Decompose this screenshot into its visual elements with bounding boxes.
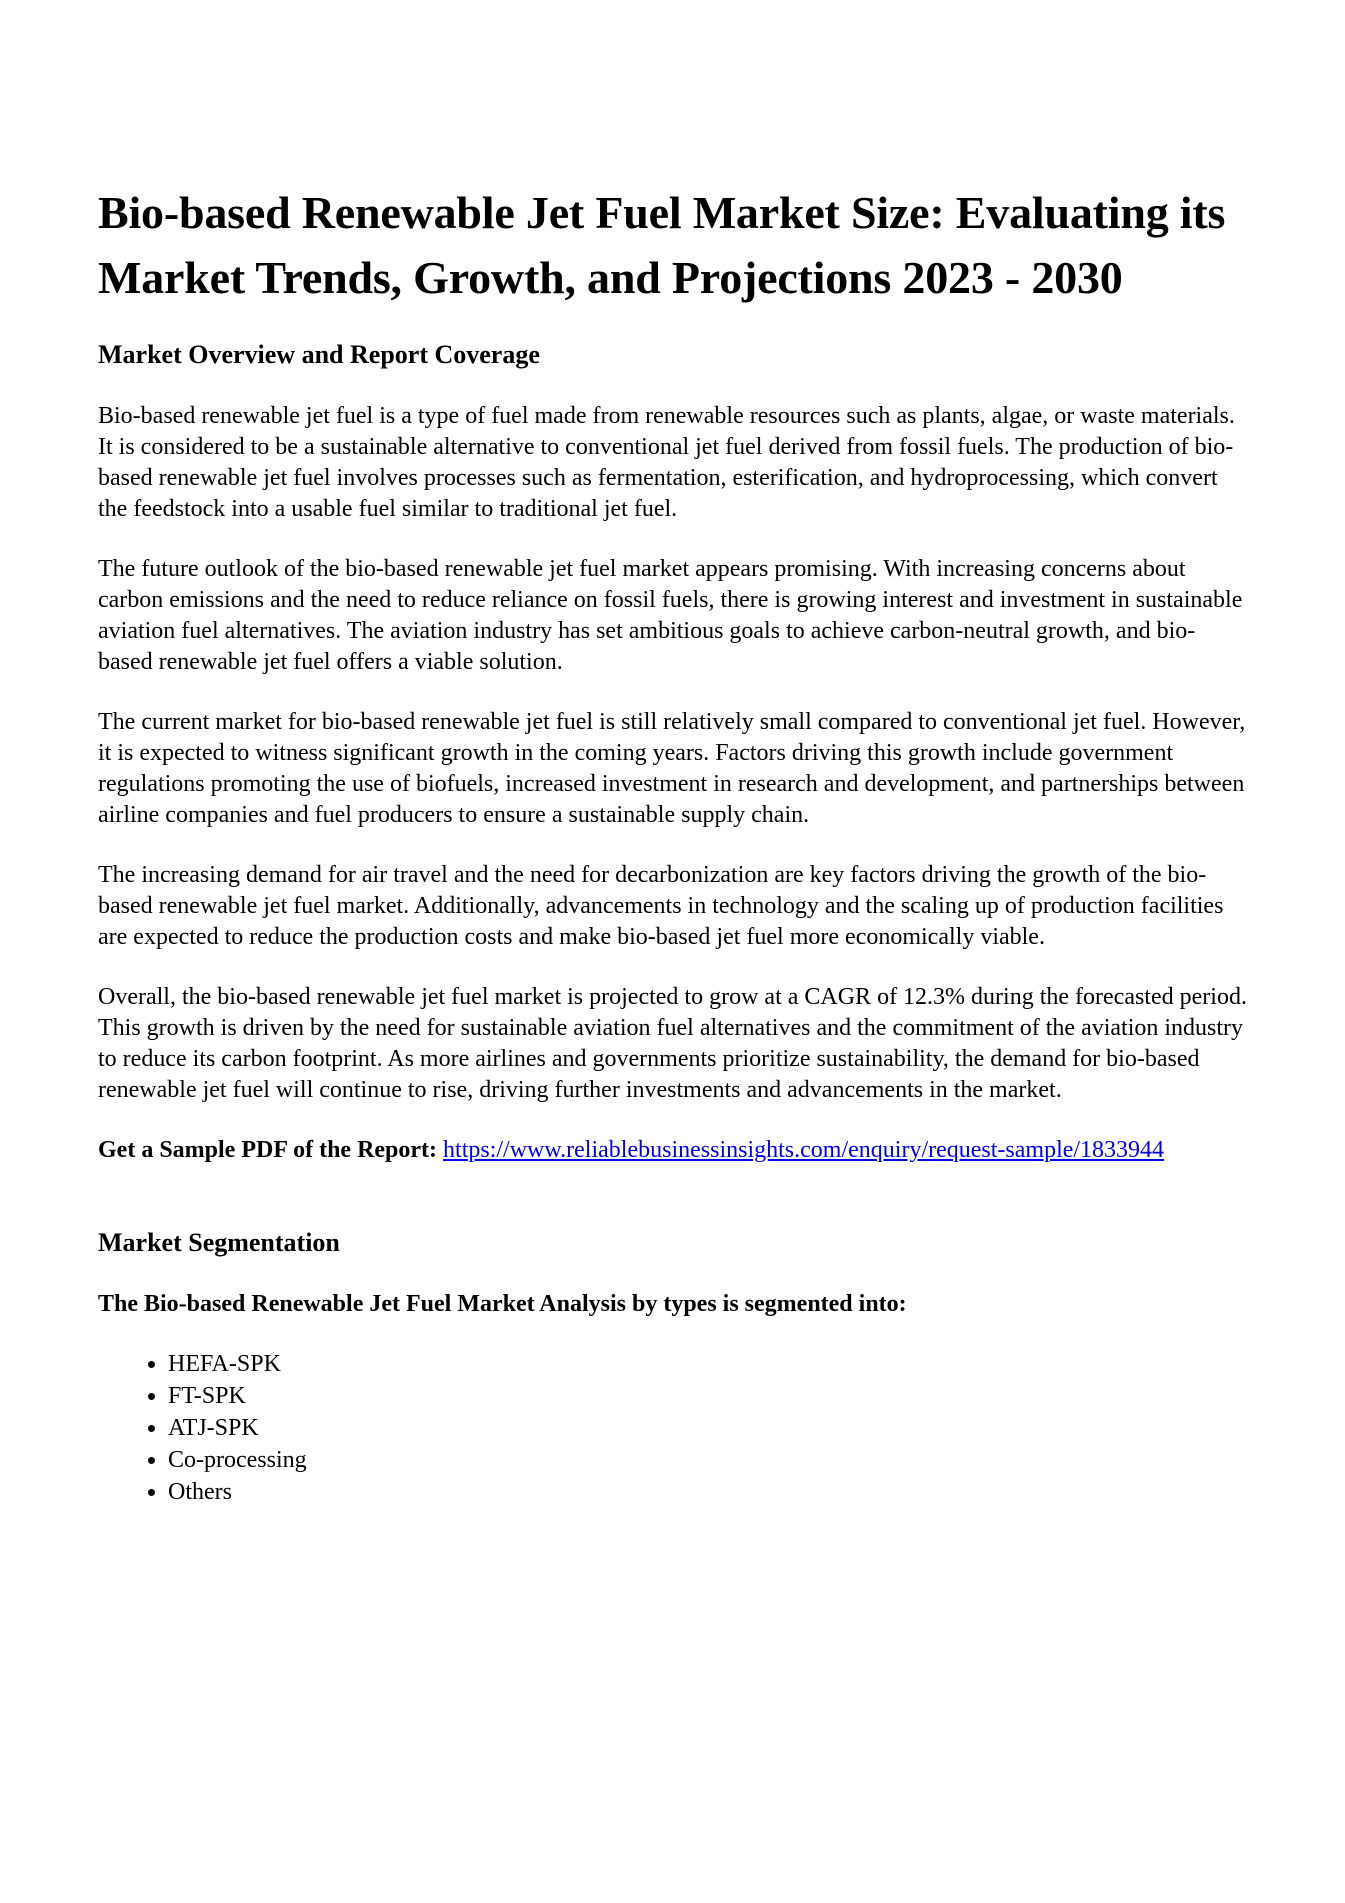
types-list	[98, 1348, 1248, 1508]
report-title: Bio-based Renewable Jet Fuel Market Size: Evaluating its Market Trends, Growth, and Projections 2023 - 2030	[98, 187, 1226, 303]
overview-paragraph-4: The increasing demand for air travel and the need for decarbonization are key factors driving the growth of the bio-based renewable jet fuel market. Additionally, advancements in technology and the scaling up of production facilities are expected to reduce the production costs and make bio-based jet fuel more economically viable.	[98, 862, 1224, 950]
type-list-item-others: • Others	[168, 1476, 1248, 1508]
type-list-item-co-processing: • Co-processing	[168, 1444, 1248, 1476]
sample-pdf-link[interactable]: https://www.reliablebusinessinsights.com/enquiry/request-sample/1833944	[443, 1137, 1165, 1163]
type-list-item-hefa-spk: • HEFA-SPK	[168, 1348, 1248, 1380]
article-content	[98, 180, 1248, 1508]
section-heading-segmentation: Market Segmentation	[98, 1228, 340, 1257]
segmentation-types-intro: The Bio-based Renewable Jet Fuel Market Analysis by types is segmented into:	[98, 1291, 907, 1317]
type-list-item-ft-spk: • FT-SPK	[168, 1380, 1248, 1412]
overview-paragraph-1: Bio-based renewable jet fuel is a type of fuel made from renewable resources such as plants, algae, or waste materials. It is considered to be a sustainable alternative to conventional jet fuel derived from fossil fuels. The production of bio-based renewable jet fuel involves processes such as fermentation, esterification, and hydroprocessing, which convert the feedstock into a usable fuel similar to traditional jet fuel.	[98, 403, 1235, 522]
sample-cta	[98, 1135, 1248, 1166]
section-heading-overview: Market Overview and Report Coverage	[98, 340, 540, 369]
overview-paragraph-2: The future outlook of the bio-based renewable jet fuel market appears promising. With increasing concerns about carbon emissions and the need to reduce reliance on fossil fuels, there is growing interest and investment in sustainable aviation fuel alternatives. The aviation industry has set ambitious goals to achieve carbon-neutral growth, and bio-based renewable jet fuel offers a viable solution.	[98, 556, 1243, 675]
type-list-item-atj-spk: • ATJ-SPK	[168, 1412, 1248, 1444]
sample-cta-label: Get a Sample PDF of the Report:	[98, 1137, 438, 1163]
overview-paragraph-3: The current market for bio-based renewable jet fuel is still relatively small compared to conventional jet fuel. However, it is expected to witness significant growth in the coming years. Factors driving this growth include government regulations promoting the use of biofuels, increased investment in research and development, and partnerships between airline companies and fuel producers to ensure a sustainable supply chain.	[98, 709, 1246, 828]
overview-paragraph-5: Overall, the bio-based renewable jet fuel market is projected to grow at a CAGR of 12.3% during the forecasted period. This growth is driven by the need for sustainable aviation fuel alternatives and the commitment of the aviation industry to reduce its carbon footprint. As more airlines and governments prioritize sustainability, the demand for bio-based renewable jet fuel will continue to rise, driving further investments and advancements in the market.	[98, 984, 1247, 1103]
